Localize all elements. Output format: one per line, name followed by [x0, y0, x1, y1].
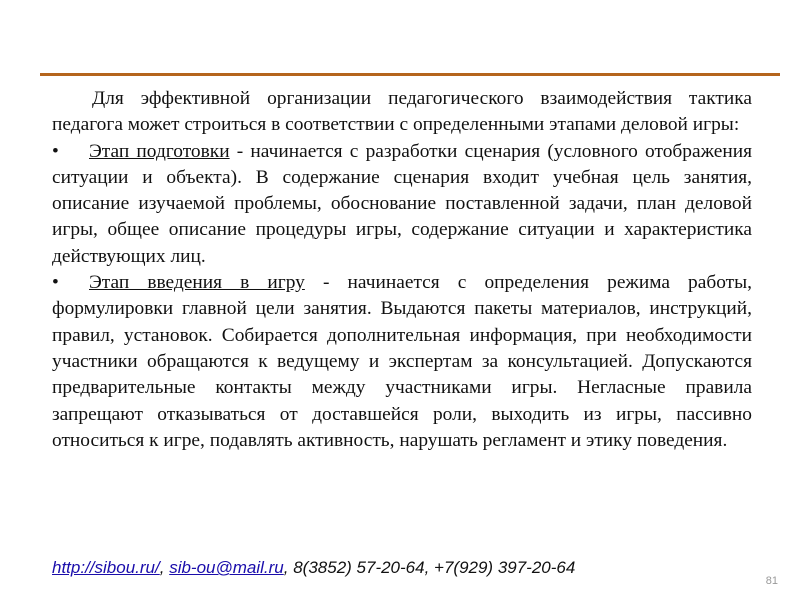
header-divider	[40, 73, 780, 76]
bullet-item-preparation	[52, 139, 752, 270]
bullet-icon: •	[52, 272, 59, 294]
footer-phones: , 8(3852) 57-20-64, +7(929) 397-20-64	[283, 558, 576, 577]
website-link[interactable]: http://sibou.ru/	[52, 558, 160, 577]
intro-paragraph: Для эффективной организации педагогического взаимодействия тактика педагога может строиться в соответствии с определенными этапами деловой игры:	[52, 88, 752, 136]
stage-name-preparation: Этап подготовки	[89, 140, 230, 162]
stage-name-introduction: Этап введения в игру	[89, 272, 305, 294]
slide-body	[52, 86, 752, 454]
stage-description-preparation: - начинается с разработки сценария (условного отображения ситуации и объекта). В содержание сценария входит учебная цель занятия, описание изучаемой проблемы, обоснование поставленной задачи, план деловой игры, общее описание процедуры игры, содержание ситуации и характеристика действующих лиц.	[52, 140, 753, 267]
bullet-icon: •	[52, 140, 59, 162]
bullet-item-introduction	[52, 270, 752, 454]
footer-separator: ,	[159, 558, 170, 577]
footer-contacts	[52, 558, 575, 578]
email-link[interactable]: sib-ou@mail.ru	[169, 558, 284, 577]
page-number: 81	[765, 575, 778, 587]
stage-description-introduction: - начинается с определения режима работы, формулировки главной цели занятия. Выдаются пакеты материалов, инструкций, правил, установок. Собирается дополнительная информация, при необходимости участники обращаются к ведущему и экспертам за консультацией. Допускаются предварительные контакты между участниками игры. Негласные правила запрещают отказываться от доставшейся роли, выходить из игры, пассивно относиться к игре, подавлять активность, нарушать регламент и этику поведения.	[52, 272, 752, 451]
